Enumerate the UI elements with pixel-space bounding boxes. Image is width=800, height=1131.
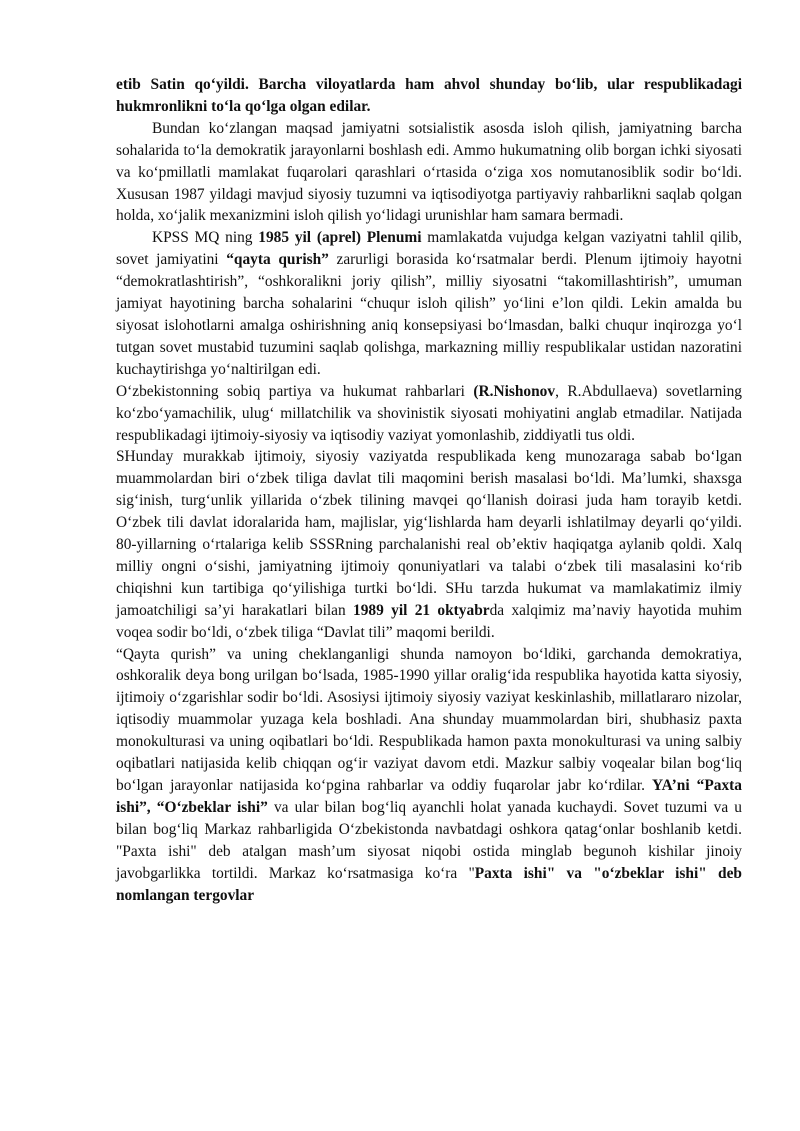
paragraph-text: KPSS MQ ning <box>152 229 259 247</box>
bold-text: etib Satin qo‘yildi. Barcha viloyatlarda ham ahvol shunday bo‘lib, ular respublikadagi hukmronlikni to‘la qo‘lga olgan edilar. <box>116 76 742 115</box>
paragraph-text: O‘zbekistonning sobiq partiya va hukumat rahbarlari <box>116 382 474 400</box>
paragraph-text: Bundan ko‘zlangan maqsad jamiyatni sotsialistik asosda isloh qilish, jamiyatning barcha sohalarida to‘la demokratik jarayonlarni boshlash edi. Ammo hukumatning olib borgan ichki siyosati va ko‘pmillatli mamlakat fuqarolari qarashlari o‘rtasida o‘ziga xos nomutanosiblik sodir bo‘ldi. Xususan 1987 yildagi mavjud siyosiy tuzumni va iqtisodiyotga partiyaviy rahbarlikni saqlab qolgan holda, xo‘jalik mexanizmini isloh qilish yo‘lidagi urunishlar ham samara bermadi. <box>116 119 742 225</box>
bold-text: (R.Nishonov <box>473 382 556 400</box>
bold-text: “qayta qurish” <box>226 251 329 269</box>
document-page <box>116 74 742 906</box>
bold-text: Paxta ishi" va "o‘zbeklar ishi" deb nomlangan tergovlar <box>116 864 742 904</box>
paragraph-text: va ular bilan bog‘liq ayanchli holat yanada kuchaydi. Sovet tuzumi va u bilan bog‘liq Markaz rahbarligida O‘zbekistonda navbatdagi oshkora qatag‘onlar boshlanib ketdi. "Paxta ishi" deb atalgan mash’um siyosat niqobi ostida minglab begunoh kishilar jinoiy javobgarlikka tortildi. Markaz ko‘rsatmasiga ko‘ra " <box>116 798 742 882</box>
paragraph-2 <box>116 118 742 228</box>
paragraph-4 <box>116 381 742 447</box>
paragraph-text: “Qayta qurish” va uning cheklanganligi shunda namoyon bo‘ldiki, garchanda demokratiya, oshkoralik deya bong urilgan bo‘lsada, 1985-1990 yillar oralig‘ida respublika hayotida katta siyosiy, ijtimoiy o‘zgarishlar sodir bo‘ldi. Asosiysi ijtimoiy siyosiy vaziyat keskinlashib, millatlararo nizolar, iqtisodiy muammolar yuzaga kela boshladi. Ana shunday muammolardan biri, shubhasiz paxta monokulturasi va uning oqibatlari bo‘ldi. Respublikada hamon paxta monokulturasi va uning salbiy oqibatlari natijasida kelib chiqqan og‘ir vaziyat davom etdi. Mazkur salbiy voqealar bilan bog‘liq bo‘lgan jarayonlar natijasida ko‘pgina rahbarlar va oddiy fuqarolar jabr ko‘rdilar. <box>116 645 742 794</box>
paragraph-text: , R.Abdullaeva) sovetlarning ko‘zbo‘yamachilik, ulug‘ millatchilik va shovinistik siyosati mohiyatini anglab etmadilar. Natijada respublikadagi ijtimoiy-siyosiy va iqtisodiy vaziyat yomonlashib, ziddiyatli tus oldi. <box>116 382 743 444</box>
paragraph-6 <box>116 644 742 907</box>
paragraph-text: da xalqimiz ma’naviy hayotida muhim voqea sodir bo‘ldi, o‘zbek tiliga “Davlat tili” maqomi berildi. <box>116 601 743 641</box>
bold-text: YA’ni “Paxta ishi”, “O‘zbeklar ishi” <box>116 777 742 816</box>
paragraph-text: zarurligi borasida ko‘rsatmalar berdi. Plenum ijtimoiy hayotni “demokratlashtirish”, “oshkoralikni joriy qilish”, milliy siyosatni “takomillashtirish”, umuman jamiyat hayotining barcha sohalarini “chuqur isloh qilish” yo‘lini e’lon qildi. Lekin amalda bu siyosat islohotlarni amalga oshirishning aniq konsepsiyasi bo‘lmasdan, balki chuqur inqirozga yo‘l tutgan sovet mustabid tuzumini saqlab qolishga, markazning milliy respublikalar ustidan nazoratini kuchaytirishga yo‘naltirilgan edi. <box>116 251 742 378</box>
bold-text: 1989 yil 21 oktyabr <box>353 601 490 619</box>
paragraph-5 <box>116 446 742 643</box>
paragraph-1 <box>116 74 742 118</box>
paragraph-text: mamlakatda vujudga kelgan vaziyatni tahlil qilib, sovet jamiyatini <box>116 229 742 269</box>
bold-text: 1985 yil (aprel) Plenumi <box>258 229 422 247</box>
paragraph-3 <box>116 227 742 380</box>
paragraph-text: SHunday murakkab ijtimoiy, siyosiy vaziyatda respublikada keng munozaraga sabab bo‘lgan muammolardan biri o‘zbek tiliga davlat tili maqomini berish masalasi bo‘ldi. Ma’lumki, shaxsga sig‘inish, turg‘unlik yillarida o‘zbek tilining mavqei qo‘llanish doirasi juda ham torayib ketdi. O‘zbek tili davlat idoralarida ham, majlislar, yig‘lishlarda ham deyarli ishlatilmay deyarli qo‘yildi. 80-yillarning o‘rtalariga kelib SSSRning parchalanishi real ob’ektiv haqiqatga aylanib qoldi. Xalq milliy ongni o‘sishi, jamiyatning ijtimoiy qonuniyatlari va talabi o‘zbek tili masalasini ko‘rib chiqishni kun tartibiga qo‘yilishiga turtki bo‘ldi. SHu tarzda hukumat va mamlakatimiz ilmiy jamoatchiligi sa’yi harakatlari bilan <box>116 448 742 619</box>
